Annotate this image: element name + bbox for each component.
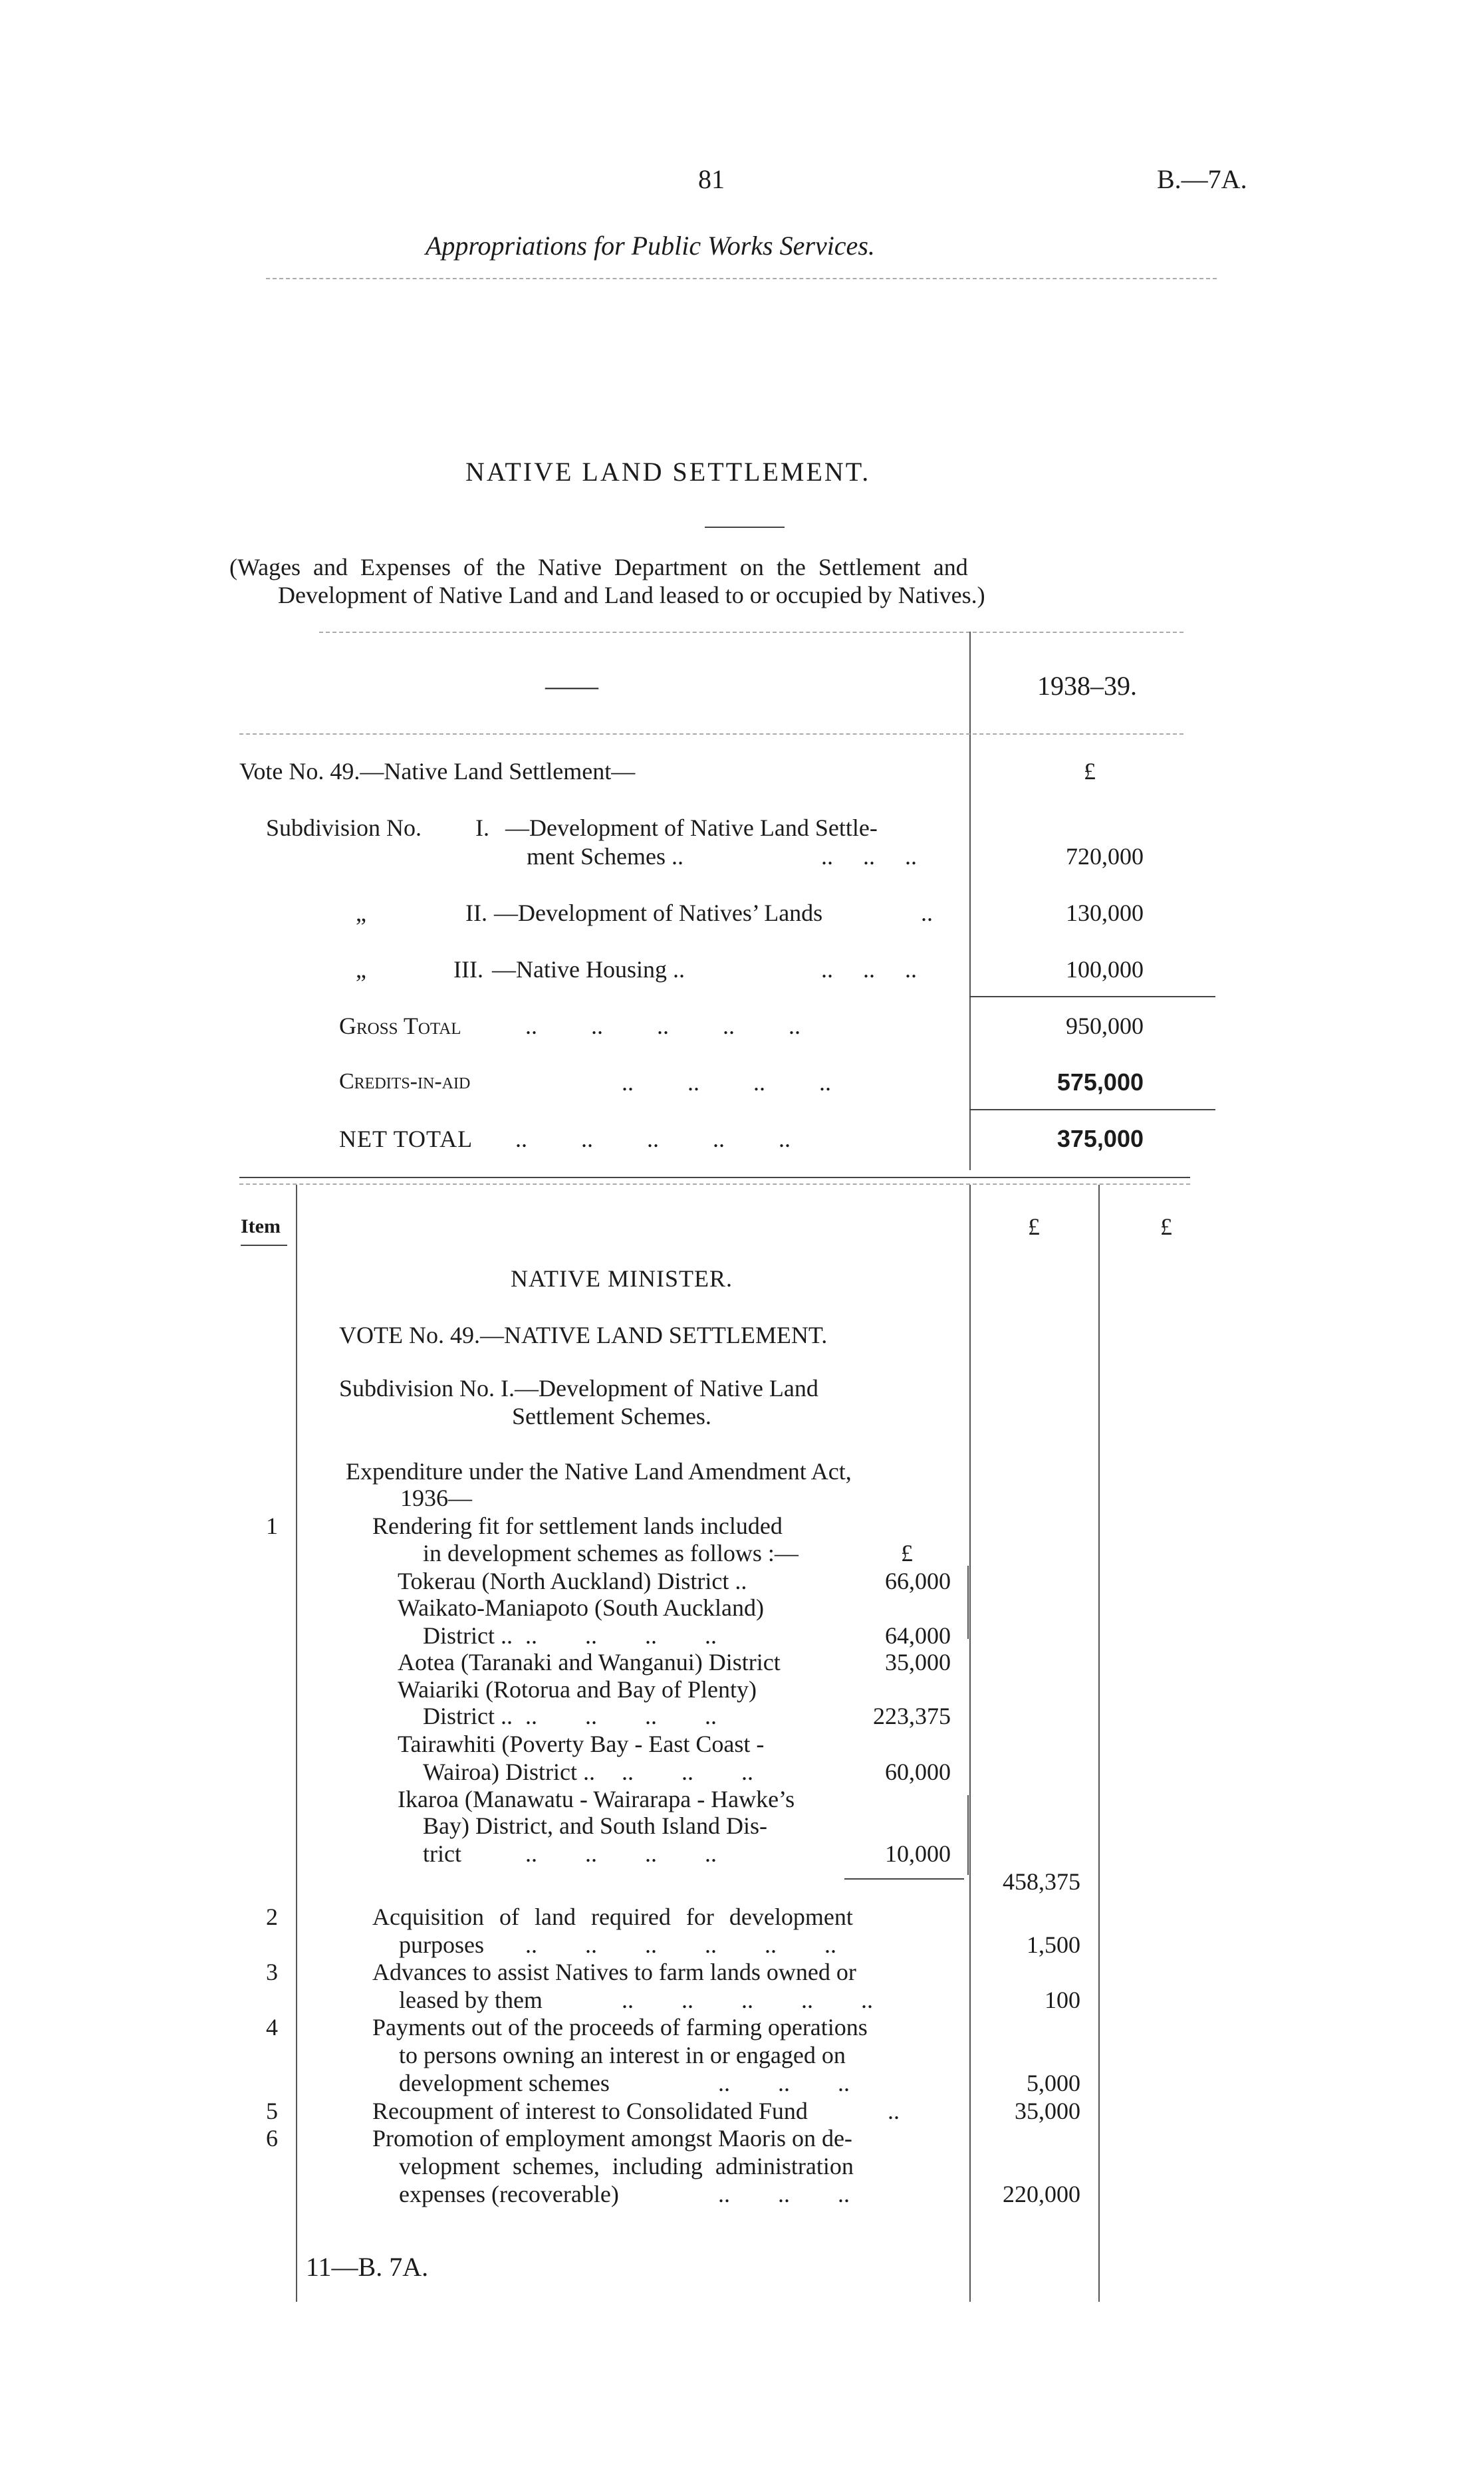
summary-row-amount: 100,000 [1066,956,1144,983]
leader-dots: .. .. .. .. [525,1703,717,1729]
summary-row-numeral: II. [465,900,487,926]
district-amount: 35,000 [885,1649,951,1675]
minister-heading: NATIVE MINISTER. [511,1265,733,1292]
item-description: Recoupment of interest to Consolidated Fund [372,2098,808,2124]
inner-currency: £ [901,1540,913,1566]
district-name-cont: Wairoa) District .. [423,1759,596,1785]
expenditure-heading-line1: Expenditure under the Native Land Amendment Act, [346,1458,852,1485]
leader-dots: .. .. .. .. .. [515,1126,791,1152]
section-subtitle-line2: Development of Native Land and Land leased to or occupied by Natives.) [278,582,985,608]
district-column-rule [967,1566,969,1639]
detail-top-rule [239,1177,1190,1178]
item-description: Advances to assist Natives to farm lands owned or [372,1959,856,1985]
item-description-cont: purposes [399,1931,484,1958]
leader-dots: .. .. .. [821,843,917,870]
item-description: Promotion of employment amongst Maoris on de- [372,2125,852,2152]
district-amount: 66,000 [885,1568,951,1594]
district-name: Ikaroa (Manawatu - Wairarapa - Hawke’s [398,1786,795,1812]
leader-dots: .. .. .. .. [525,1840,717,1867]
district-column-rule [967,1795,969,1875]
district-name-cont: District .. [423,1703,513,1729]
summary-top-rule [319,632,1183,633]
item-description-cont: leased by them [399,1987,543,2013]
district-name: Tokerau (North Auckland) District .. [398,1568,747,1594]
subdivision-heading-line2: Settlement Schemes. [512,1403,711,1429]
summary-row-text: —Development of Natives’ Lands [494,900,823,926]
credits-in-aid-amount: 575,000 [1056,1068,1144,1096]
item-amount: 100 [1045,1987,1080,2013]
leader-dots: .. .. .. .. .. [622,1987,873,2013]
summary-currency: £ [1084,758,1096,785]
document-reference: B.—7A. [1157,164,1247,194]
district-amount: 223,375 [873,1703,951,1729]
leader-dots: .. .. .. .. [525,1622,717,1649]
item-description: Acquisition of land required for development [372,1904,853,1930]
leader-dots: .. .. .. .. .. .. [525,1931,836,1958]
district-name: Waiariki (Rotorua and Bay of Plenty) [398,1676,757,1703]
summary-column-divider [969,632,971,1170]
section-title: NATIVE LAND SETTLEMENT. [465,457,871,487]
item-number: 5 [266,2098,278,2124]
leader-dots: .. .. .. [718,2181,850,2207]
leader-dots: .. [888,2098,900,2124]
net-rule [969,1109,1215,1110]
district-amount: 60,000 [885,1759,951,1785]
subdivision-heading-line1: Subdivision No. I.—Development of Native Land [339,1375,818,1402]
item-amount: 1,500 [1027,1931,1080,1958]
item-description-cont: to persons owning an interest in or engaged on [399,2042,846,2068]
section-subtitle-line1: (Wages and Expenses of the Native Department on the Settlement and [229,554,968,580]
amount-column-divider [969,1185,971,2302]
item-description-cont: in development schemes as follows :— [423,1540,799,1566]
district-name: Tairawhiti (Poverty Bay - East Coast - [398,1731,765,1757]
district-amount: 10,000 [885,1840,951,1867]
item-amount: 35,000 [1015,2098,1080,2124]
item-column-divider [296,1185,297,2302]
district-name: Waikato-Maniapoto (South Auckland) [398,1594,764,1621]
item-amount: 220,000 [1003,2181,1080,2207]
credits-in-aid-label: Credits-in-aid [339,1069,471,1094]
summary-row-numeral: III. [453,956,483,983]
item-header-rule [241,1245,287,1246]
summary-year-header: 1938–39. [1037,671,1137,701]
item-number: 4 [266,2014,278,2040]
summary-row-prefix: Subdivision No. [266,814,422,841]
item-number: 1 [266,1513,278,1539]
summary-row-prefix: „ [356,900,366,926]
page-number: 81 [698,164,725,194]
subtotal-rule [969,996,1215,997]
leader-dots: .. .. .. [718,2070,850,2096]
item-description-cont: development schemes [399,2070,610,2096]
leader-dots: .. .. .. .. [622,1069,831,1096]
pound-column-header: £ [1160,1213,1172,1240]
net-total-label: NET TOTAL [339,1126,473,1152]
title-rule [705,527,785,528]
leader-dots: .. [921,900,933,926]
item-number: 6 [266,2125,278,2152]
leader-dots: .. .. .. [622,1759,753,1785]
summary-row-numeral: I. [475,814,489,841]
expenditure-heading-line2: 1936— [400,1485,472,1511]
district-name-cont: District .. [423,1622,513,1649]
district-amount: 64,000 [885,1622,951,1649]
footer-signature: 11—B. 7A. [306,2252,429,2282]
item-description-cont: velopment schemes, including administration [399,2153,854,2179]
item-amount: 5,000 [1027,2070,1080,2096]
leader-dots: .. .. .. .. .. [525,1013,801,1039]
summary-row-text: —Development of Native Land Settle- [505,814,878,841]
summary-row-text: —Native Housing .. [492,956,685,983]
item-amount: 458,375 [1003,1868,1080,1895]
summary-row-prefix: „ [356,956,366,983]
item-description: Payments out of the proceeds of farming operations [372,2014,868,2040]
gross-total-amount: 950,000 [1066,1013,1144,1039]
district-name-cont: trict [423,1840,461,1867]
summary-row-amount: 720,000 [1066,843,1144,870]
district-subtotal-rule [844,1878,964,1880]
summary-row-amount: 130,000 [1066,900,1144,926]
item-number: 2 [266,1904,278,1930]
item-header: Item [241,1215,281,1237]
header-rule [266,278,1217,279]
item-description-cont: expenses (recoverable) [399,2181,619,2207]
total-column-divider [1098,1185,1100,2302]
leader-dots: .. .. .. [821,956,917,983]
detail-top-rule-2 [239,1183,1190,1185]
net-total-amount: 375,000 [1056,1125,1144,1152]
item-description: Rendering fit for settlement lands included [372,1513,783,1539]
district-name-cont: Bay) District, and South Island Dis- [423,1812,767,1839]
item-number: 3 [266,1959,278,1985]
summary-vote-line: Vote No. 49.—Native Land Settlement— [239,758,636,785]
running-title: Appropriations for Public Works Services. [426,231,875,261]
summary-dash-header: —— [545,671,598,701]
district-name: Aotea (Taranaki and Wanganui) District [398,1649,781,1675]
summary-row-text-cont: ment Schemes .. [527,843,683,870]
pound-column-header: £ [1028,1213,1040,1240]
gross-total-label: Gross Total [339,1013,461,1039]
summary-header-rule [239,733,1183,735]
vote-heading: VOTE No. 49.—NATIVE LAND SETTLEMENT. [339,1322,828,1348]
